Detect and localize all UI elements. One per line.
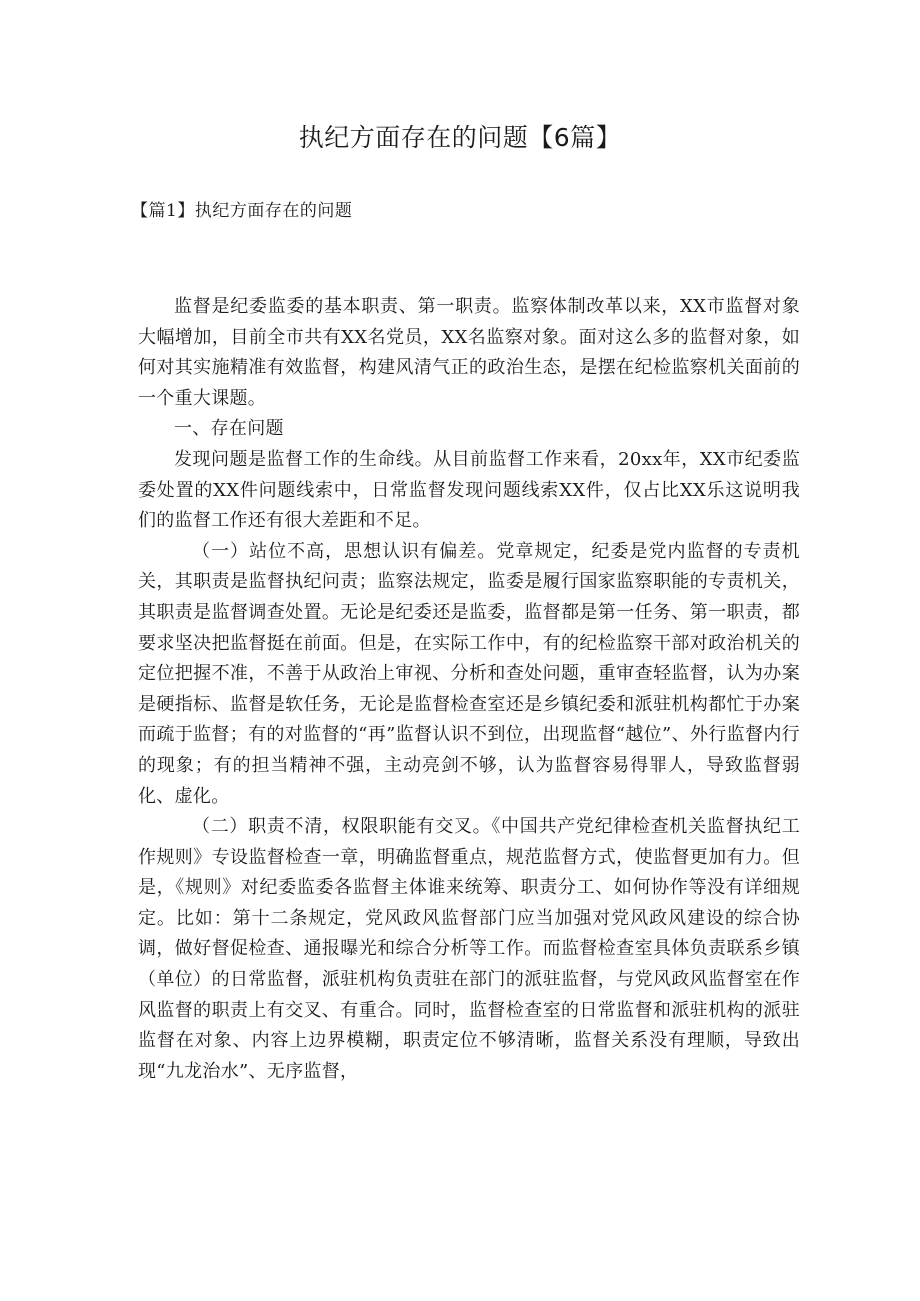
paragraph-point-2: （二）职责不清，权限职能有交叉。《中国共产党纪律检查机关监督执纪工作规则》专设监督检查一章，明确监督重点，规范监督方式，使监督更加有力。但是，《规则》对纪委监委各监督主体谁来统筹、职责分工、如何协作等没有详细规定。比如：第十二条规定，党风政风监督部门应当加强对党风政风建设的综合协调，做好督促检查、通报曝光和综合分析等工作。而监督检查室具体负责联系乡镇（单位）的日常监督，派驻机构负责驻在部门的派驻监督，与党风政风监督室在作风监督的职责上有交叉、有重合。同时，监督检查室的日常监督和派驻机构的派驻监督在对象、内容上边界模糊，职责定位不够清晰，监督关系没有理顺，导致出现“九龙治水”、无序监督，: [138, 816, 800, 1082]
paragraph-point-1: （一）站位不高，思想认识有偏差。党章规定，纪委是党内监督的专责机关，其职责是监督执纪问责；监察法规定，监委是履行国家监察职能的专责机关，其职责是监督调查处置。无论是纪委还是监委，监督都是第一任务、第一职责，都要求坚决把监督挺在前面。但是，在实际工作中，有的纪检监察干部对政治机关的定位把握不准，不善于从政治上审视、分析和查处问题，重审查轻监督，认为办案是硬指标、监督是软任务，无论是监督检查室还是乡镇纪委和派驻机构都忙于办案而疏于监督；有的对监督的“再”监督认识不到位，出现监督“越位”、外行监督内行的现象；有的担当精神不强，主动亮剑不够，认为监督容易得罪人，导致监督弱化、虚化。: [138, 540, 800, 807]
paragraph-problems-overview: 发现问题是监督工作的生命线。从目前监督工作来看，20xx年，XX市纪委监委处置的XX件问题线索中，日常监督发现问题线索XX件，仅占比XX乐这说明我们的监督工作还有很大差距和不足。: [138, 448, 800, 532]
paragraph-intro: 监督是纪委监委的基本职责、第一职责。监察体制改革以来，XX市监督对象大幅增加，目前全市共有XX名党员，XX名监察对象。面对这么多的监督对象，如何对其实施精准有效监督，构建风清气正的政治生态，是摆在纪检监察机关面前的一个重大课题。: [138, 296, 800, 409]
document-body: [138, 292, 800, 1087]
section-heading-problems: 一、存在问题: [174, 418, 284, 440]
document-title: 执纪方面存在的问题【6篇】: [298, 123, 622, 152]
chapter-heading: 【篇1】执纪方面存在的问题: [131, 201, 353, 221]
